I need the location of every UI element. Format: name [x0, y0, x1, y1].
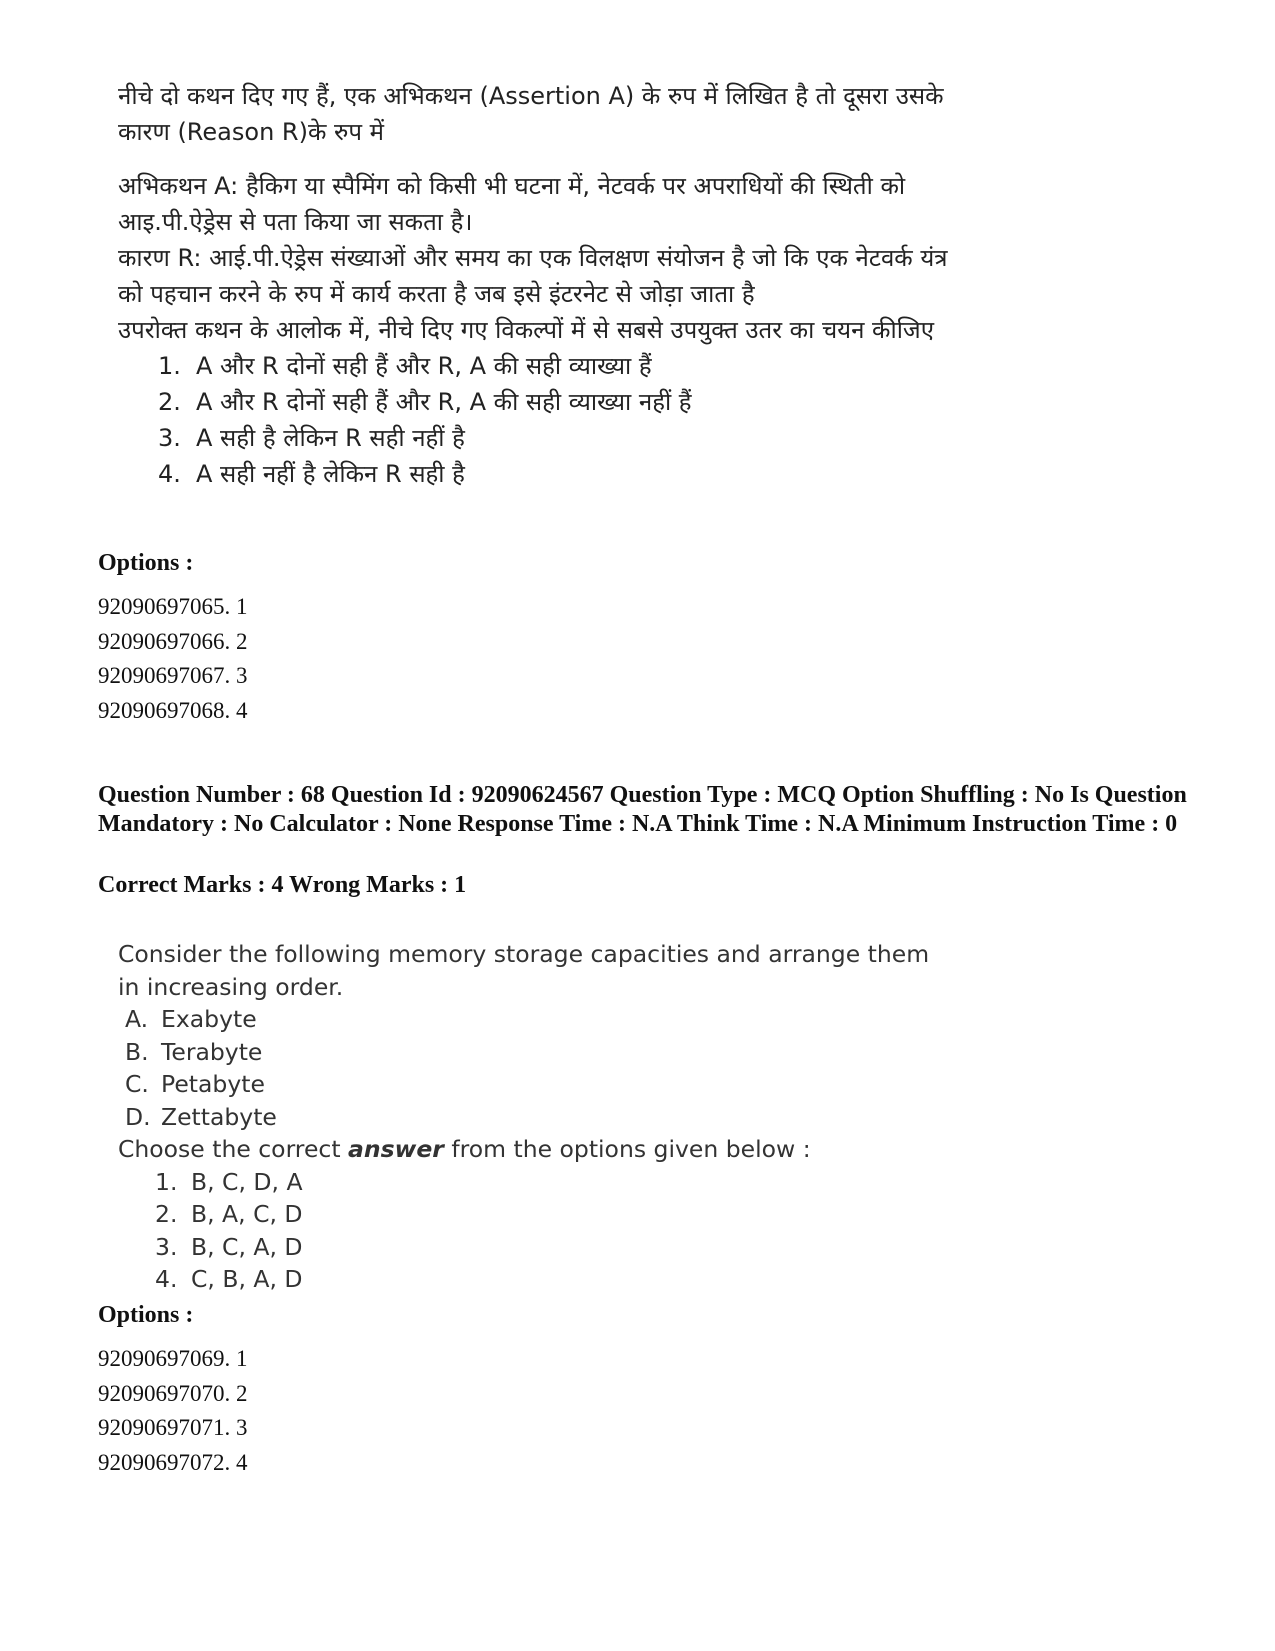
- q68-choice: 2. B, A, C, D: [155, 1200, 303, 1228]
- q68-marks: Correct Marks : 4 Wrong Marks : 1: [98, 872, 467, 898]
- q67-option: 92090697068. 4: [98, 697, 248, 723]
- q68-option: 92090697072. 4: [98, 1449, 248, 1475]
- q67-options-list: [98, 590, 248, 728]
- q68-option: 92090697070. 2: [98, 1380, 248, 1406]
- q67-choice: 2. A और R दोनों सही हैं और R, A की सही व्याख्या नहीं हैं: [158, 388, 692, 416]
- q67-intro: नीचे दो कथन दिए गए हैं, एक अभिकथन (Assertion A) के रुप में लिखित है तो दूसरा उसके कारण (Reason R)के रुप में: [118, 82, 944, 146]
- q68-item: A. Exabyte: [125, 1005, 257, 1033]
- q67-options-label: Options :: [98, 550, 194, 576]
- q67-choice: 3. A सही है लेकिन R सही नहीं है: [158, 424, 465, 452]
- q68-item-list: [118, 1003, 938, 1133]
- q68-options-list: [98, 1342, 248, 1480]
- q67-choice: 1. A और R दोनों सही हैं और R, A की सही व्याख्या हैं: [158, 352, 652, 380]
- q68-meta: Question Number : 68 Question Id : 92090624567 Question Type : MCQ Option Shuffling : No Is Question Mandatory : No Calculator : None Response Time : N.A Think Time : N.A Minimum Instruction Time : 0: [98, 782, 1187, 837]
- q68-item: C. Petabyte: [125, 1070, 265, 1098]
- q68-item: B. Terabyte: [125, 1037, 263, 1066]
- q67-reason: कारण R: आई.पी.ऐड्रेस संख्याओं और समय का एक विलक्षण संयोजन है जो कि एक नेटवर्क यंत्र को पहचान करने के रुप में कार्य करता है जब इसे इंटरनेट से जोड़ा जाता है: [118, 244, 948, 308]
- q68-choice-list: [118, 1166, 938, 1296]
- q68-item: D. Zettabyte: [125, 1102, 277, 1131]
- q67-choice-list: [118, 348, 978, 492]
- q68-choice: 4. C, B, A, D: [155, 1265, 303, 1293]
- q67-option: 92090697065. 1: [98, 594, 248, 619]
- q68-option: 92090697069. 1: [98, 1346, 248, 1371]
- q67-option: 92090697066. 2: [98, 628, 248, 654]
- q68-choice: 1. B, C, D, A: [155, 1167, 303, 1196]
- q67-option: 92090697067. 3: [98, 663, 248, 689]
- q67-question-image: [118, 78, 978, 492]
- q68-stem: Consider the following memory storage capacities and arrange them in increasing order.: [118, 940, 930, 1001]
- q68-choose-instruction: Choose the correct answer from the options given below :: [118, 1135, 811, 1163]
- q67-instruction: उपरोक्त कथन के आलोक में, नीचे दिए गए विकल्पों में से सबसे उपयुक्त उतर का चयन कीजिए: [118, 316, 934, 344]
- q67-choice: 4. A सही नहीं है लेकिन R सही है: [158, 460, 465, 488]
- q68-options-label: Options :: [98, 1302, 194, 1328]
- q68-question-image: [118, 938, 938, 1296]
- q68-option: 92090697071. 3: [98, 1415, 248, 1441]
- q67-assertion: अभिकथन A: हैकिग या स्पैमिंग को किसी भी घटना में, नेटवर्क पर अपराधियों की स्थिती को आइ.पी.ऐड्रेस से पता किया जा सकता है।: [118, 172, 906, 236]
- q68-choice: 3. B, C, A, D: [155, 1232, 303, 1261]
